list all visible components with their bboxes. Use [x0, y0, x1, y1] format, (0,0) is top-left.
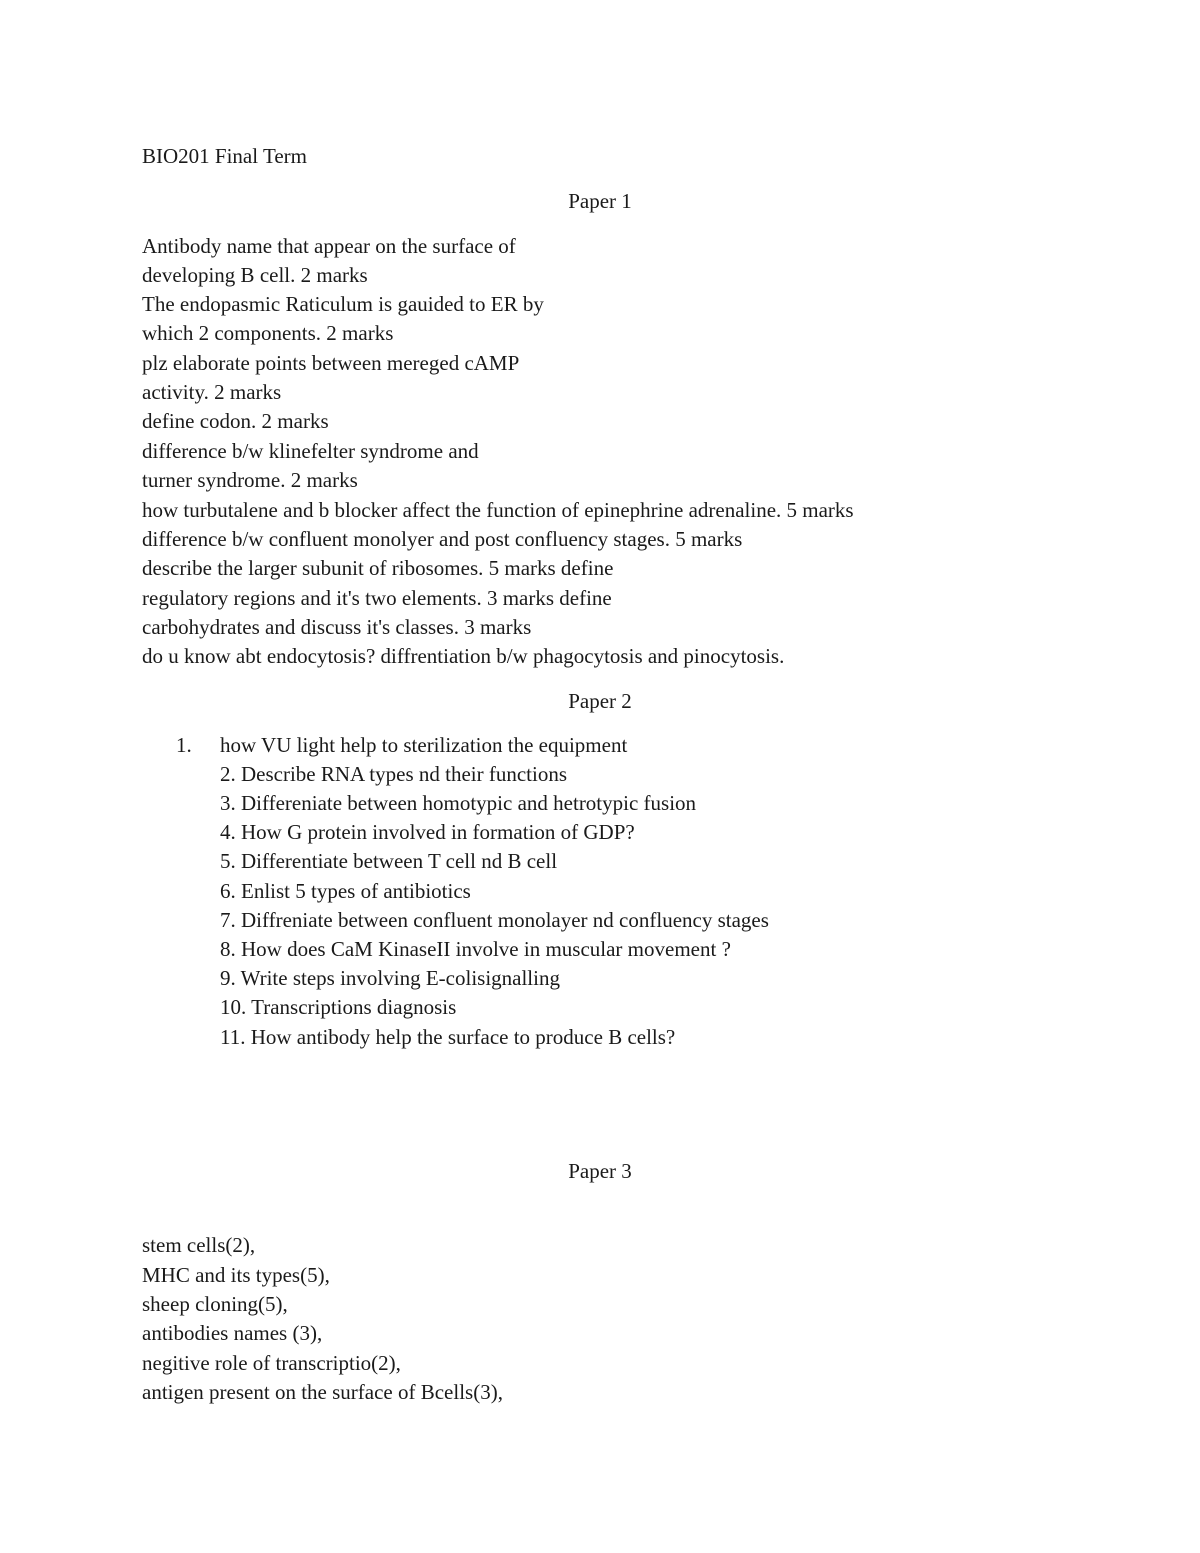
paper-3-line: sheep cloning(5), [142, 1292, 288, 1316]
paper-1-line: plz elaborate points between mereged cAMP [142, 351, 520, 375]
paper-1-line: turner syndrome. 2 marks [142, 468, 358, 492]
paper-1-line: do u know abt endocytosis? diffrentiation b/w phagocytosis and pinocytosis. [142, 644, 785, 668]
list-item: 3. Differeniate between homotypic and hetrotypic fusion [220, 791, 697, 815]
list-item-number: 1. [176, 733, 192, 757]
paper-2-heading: Paper 2 [568, 689, 632, 713]
paper-1-line: developing B cell. 2 marks [142, 263, 368, 287]
document-title: BIO201 Final Term [142, 144, 307, 168]
paper-1-line: describe the larger subunit of ribosomes. 5 marks define [142, 556, 614, 580]
paper-1-line: define codon. 2 marks [142, 409, 329, 433]
list-item: 10. Transcriptions diagnosis [220, 995, 457, 1019]
paper-3-line: antibodies names (3), [142, 1321, 323, 1345]
paper-1-line: how turbutalene and b blocker affect the function of epinephrine adrenaline. 5 marks [142, 498, 854, 522]
list-item: 7. Diffreniate between confluent monolayer nd confluency stages [220, 908, 769, 932]
list-item: 9. Write steps involving E-colisignalling [220, 966, 560, 990]
list-item: 8. How does CaM KinaseII involve in muscular movement ? [220, 937, 731, 961]
list-item: 4. How G protein involved in formation of GDP? [220, 820, 635, 844]
paper-1-line: activity. 2 marks [142, 380, 282, 404]
paper-1-line: which 2 components. 2 marks [142, 321, 394, 345]
paper-3-heading: Paper 3 [568, 1159, 632, 1183]
paper-1-line: carbohydrates and discuss it's classes. 3 marks [142, 615, 532, 639]
paper-1-line: Antibody name that appear on the surface of [142, 234, 516, 258]
list-item: 11. How antibody help the surface to produce B cells? [220, 1025, 676, 1049]
list-item: 2. Describe RNA types nd their functions [220, 762, 568, 786]
list-item: 6. Enlist 5 types of antibiotics [220, 879, 471, 903]
paper-3-line: negitive role of transcriptio(2), [142, 1351, 401, 1375]
list-item: 5. Differentiate between T cell nd B cell [220, 849, 558, 873]
list-item: how VU light help to sterilization the equipment [220, 733, 628, 757]
paper-1-line: difference b/w confluent monolyer and post confluency stages. 5 marks [142, 527, 743, 551]
paper-1-line: difference b/w klinefelter syndrome and [142, 439, 479, 463]
paper-3-line: stem cells(2), [142, 1233, 256, 1257]
paper-3-line: antigen present on the surface of Bcells(3), [142, 1380, 503, 1404]
paper-1-heading: Paper 1 [568, 189, 632, 213]
paper-3-line: MHC and its types(5), [142, 1263, 330, 1287]
paper-1-line: regulatory regions and it's two elements. 3 marks define [142, 586, 612, 610]
paper-1-line: The endopasmic Raticulum is gauided to ER by [142, 292, 544, 316]
